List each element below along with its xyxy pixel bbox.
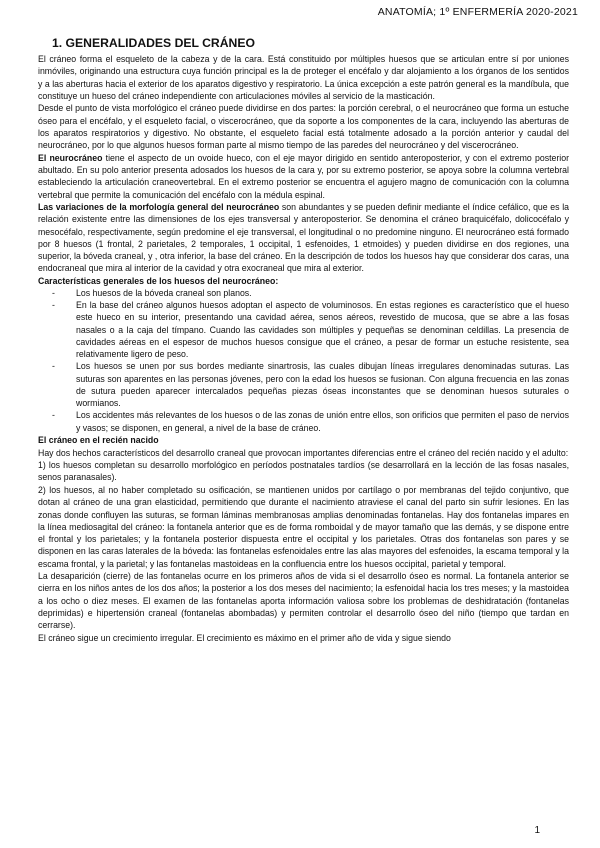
neurocranium-term: El neurocráneo <box>38 152 103 163</box>
subheading-newborn: El cráneo en el recién nacido <box>38 434 159 445</box>
variations-term: Las variaciones de la morfología general del neurocráneo <box>38 202 280 213</box>
paragraph-fontanelle-closure: La desaparición (cierre) de las fontanelas ocurre en los primeros años de vida si el desarrollo óseo es normal. La fontanela anterior se cierra en los niños antes de los dos años; la posterior a los dos meses del nacimiento; la esfenoidal hacia los tres meses; y la mastoidea a los ocho o diez meses. El examen de las fontanelas aporta información valiosa sobre los problemas de deshidratación (fontanelas deprimidas) e hipertensión craneal (fontanelas abombadas) y permiten controlar el desarrollo óseo del niño (tiempo que tardan en cerrarse). <box>38 571 569 631</box>
paragraph-growth: El cráneo sigue un crecimiento irregular. El crecimiento es máximo en el primer año de vida y sigue siendo <box>38 632 451 643</box>
paragraph-point-1: 1) los huesos completan su desarrollo morfológico en períodos postnatales tardíos (se desarrollará en la lección de las fosas nasales, senos paranasales). <box>38 460 569 483</box>
list-item: - Los huesos se unen por sus bordes mediante sinartrosis, las cuales dibujan líneas irregulares denominadas suturas. Las suturas son aparentes en las personas jóvenes, pero con la edad los huesos se fusionan. Con alguna frecuencia en las zonas de sutura pueden aparecer intercalados pequeñas piezas óseas inconstantes que se denominan huesos suturales o wormianos. <box>38 360 569 409</box>
subheading-characteristics: Características generales de los huesos del neurocráneo: <box>38 275 279 286</box>
document-header: ANATOMÍA; 1º ENFERMERÍA 2020-2021 <box>377 6 578 18</box>
paragraph-newborn-intro: Hay dos hechos característicos del desarrollo craneal que provocan importantes diferencias entre el cráneo del recién nacido y el adulto: <box>38 447 569 458</box>
paragraph-morphology: Desde el punto de vista morfológico el cráneo puede dividirse en dos partes: la porción cerebral, o el neurocráneo que forma un estuche óseo para el encéfalo, y el esqueleto facial, o viscerocráneo, que da soporte a los componentes de la cara, incluyendo las aberturas de los aparatos respiratorios y digestivo. No obstante, el esqueleto facial está totalmente adosado a la porción anterior y caudal del neurocráneo, por lo que algunos huesos forman parte al mismo tiempo de las paredes del neurocráneo y del viscerocráneo. <box>38 103 569 151</box>
list-item: - En la base del cráneo algunos huesos adoptan el aspecto de voluminosos. En estas regiones es característico que el hueso este hueco en su interior, presentando una cavidad aérea, senos aéreos, revestido de mucosa, que se abre a las fosas nasales o a la caja del tímpano. Cuando las cavidades son múltiples y pequeñas se denominan celdillas. La presencia de cavidades aéreas en el espesor de muchos huesos consigue que el cráneo, a pesar de formar un estuche resistente, sea relativamente ligero de peso. <box>38 299 569 360</box>
paragraph-point-2: 2) los huesos, al no haber completado su osificación, se mantienen unidos por cartílago o por membranas del tejido conjuntivo, que dotan al cráneo de una gran elasticidad, permitiendo que durante el nacimiento atraviese el canal del parto sin sufrir lesiones. En las zonas donde confluyen las suturas, se forman láminas membranosas amplias denominadas fontanelas. Hay dos fontanelas impares en la línea mediosagital del cráneo: la fontanela anterior que es de forma romboidal y de mayor tamaño que las demás, y se dispone entre el frontal y los parietales; y la fontanela posterior dispuesta entre el occipital y los parietales. Otras dos fontanelas son pares y se disponen en las caras laterales de la bóveda: las fontanelas esfenoidales entre las alas mayores del esfenoides, la escama temporal y la escama frontal, y la parietal; y las fontanelas mastoideas en la confluencia entre los huesos occipital, parietal y temporal. <box>38 485 569 569</box>
neurocranium-text: tiene el aspecto de un ovoide hueco, con el eje mayor dirigido en sentido anteroposterior, y con el extremo posterior abultado. En su polo anterior presenta adosados los huesos de la cara y, por su extremo posterior, se apoya sobre la columna vertebral estableciendo la articulación craneovertebral. En el extremo posterior se encuentra el agujero magno de comunicación con la columna vertebral que permite la comunicación del encéfalo con la médula espinal. <box>38 152 569 200</box>
paragraph-intro: El cráneo forma el esqueleto de la cabeza y de la cara. Está constituido por múltiples huesos que se articulan entre sí por uniones inmóviles, originando una estructura cuya función principal es la de proteger el encéfalo y dar alojamiento a los órganos de los sentidos y a las aberturas hacia el exterior de los aparatos digestivo y respiratorio. La única excepción a este patrón general es la mandíbula, que constituye un hueso del cráneo independiente con articulaciones móviles al servicio de la masticación. <box>38 54 569 101</box>
list-item: - Los accidentes más relevantes de los huesos o de las zonas de unión entre ellos, son orificios que permiten el paso de nervios y vasos; se disponen, en general, a nivel de la base de cráneo. <box>38 409 569 434</box>
page-body <box>38 36 569 644</box>
page-number: 1 <box>534 825 540 836</box>
paragraph-neurocranium <box>38 152 569 201</box>
characteristics-list <box>38 287 569 434</box>
section-title: 1. GENERALIDADES DEL CRÁNEO <box>52 36 255 50</box>
paragraph-variations <box>38 201 569 275</box>
list-item: - Los huesos de la bóveda craneal son planos. <box>38 287 569 299</box>
variations-text: son abundantes y se pueden definir mediante el índice cefálico, que es la relación existente entre las dimensiones de los ejes transversal y anteroposterior. Se denomina el cráneo braquicéfalo, dolicocéfalo y mesocéfalo, respectivamente, según predomine el eje transversal, el longitudinal o no predomine ninguno. El neurocráneo está formado por 8 huesos (1 frontal, 2 parietales, 2 temporales, 1 occipital, 1 esfenoides, 1 etmoides) y pueden dividirse en dos regiones, una superior, la bóveda craneal, y , otra inferior, la base del cráneo. En la descripción de todos los huesos hay que considerar dos caras, una endocraneal que mira al interior de la cavidad y otra exocraneal que mira al exterior. <box>38 202 570 274</box>
